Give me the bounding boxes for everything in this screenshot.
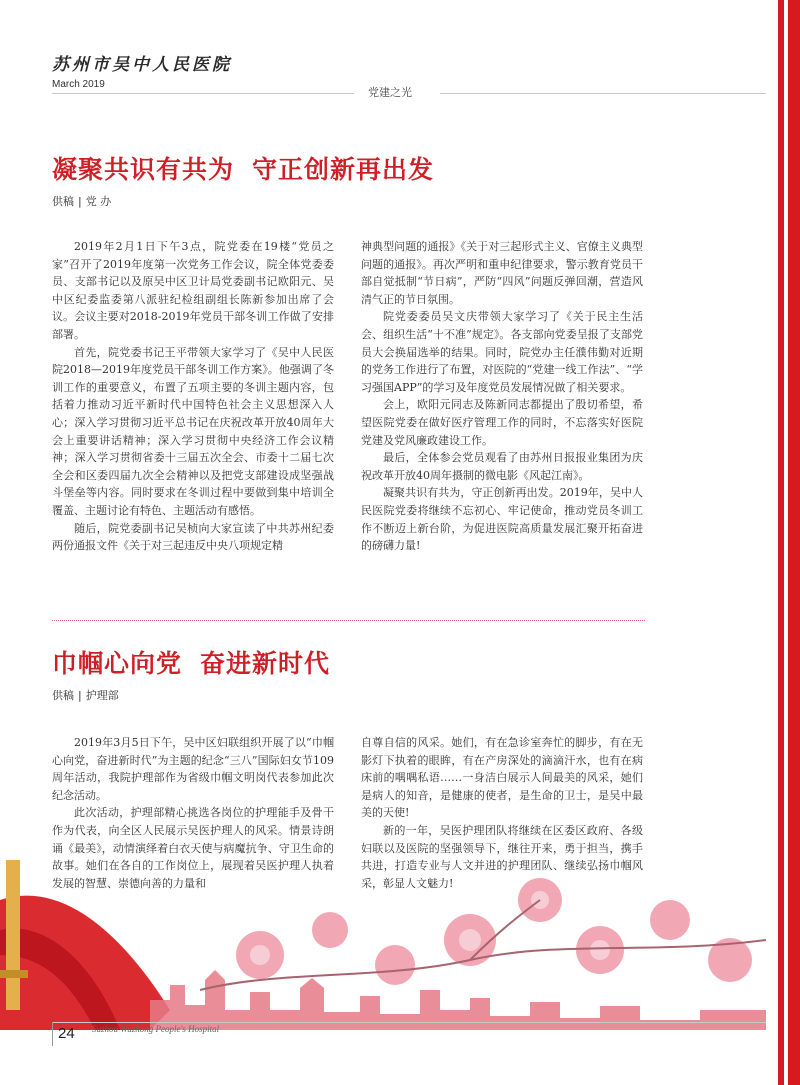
paragraph: 2019年2月1日下午3点，院党委在19楼“党员之家”召开了2019年度第一次党务工作会议，院全体党委委员、支部书记以及原吴中区卫计局党委副书记欧阳元、吴中区纪委监委第八派驻纪检组副组长陈新参加出席了会议。会议主要对2018-2019年党员干部冬训工作做了安排部署。 [52,240,334,341]
paragraph: 神典型问题的通报》《关于对三起形式主义、官僚主义典型问题的通报》。再次严明和重申纪律要求，警示教育党员干部自觉抵制“节日病”，严防“四风”问题反弹回潮，营造风清气正的节日氛围。 [361,240,643,306]
byline-label: 供稿 [52,689,74,702]
column-base [0,970,28,978]
article2-title-part-a: 巾帼心向党 [52,649,183,678]
article-divider [52,620,645,621]
blossom-flowers [236,878,752,985]
masthead-hospital-name: 苏州市吴中人民医院 [52,55,232,75]
article1-byline [52,193,111,209]
blossom-center [250,945,270,965]
footer-hospital-name: Suzhou Wuzhong People's Hospital [92,1024,220,1034]
paragraph: 随后，院党委副书记吴桢向大家宣读了中共苏州纪委两份通报文件《关于对三起违反中央八项规定精 [52,521,334,553]
blossom-flower [312,912,348,948]
blossom-center [590,940,610,960]
blossom-flower [650,900,690,940]
header-divider-right [440,93,766,94]
paragraph: 最后，全体参会党员观看了由苏州日报报业集团为庆祝改革开放40周年摄制的微电影《风起江南》。 [361,451,643,482]
article2-title [52,644,330,680]
paragraph: 此次活动，护理部精心挑选各岗位的护理能手及骨干作为代表，向全区人民展示吴医护理人的风采。情景诗朗诵《最美》，动情演绎着白衣天使与病魔抗争、守卫生命的故事。她们在各自的工作岗位上，展现着吴医护理人执着发展的智慧、崇德向善的力量和 [52,806,334,890]
byline-separator: | [78,195,82,208]
page-number: 24 [58,1025,75,1042]
article1-title-part-a: 凝聚共识有共为 [52,155,235,184]
paragraph: 新的一年，吴医护理团队将继续在区委区政府、各级妇联以及医院的坚强领导下，继往开来，勇于担当，携手共进，打造专业与人文并进的护理团队、继续弘扬巾帼风采，彰显人文魅力! [361,823,643,890]
byline-label: 供稿 [52,195,74,208]
paragraph: 会上，欧阳元同志及陈新同志都提出了殷切希望，希望医院党委在做好医疗管理工作的同时，不忘落实好医院党建及党风廉政建设工作。 [361,398,643,447]
byline-separator: | [78,689,82,702]
section-name: 党建之光 [368,86,412,99]
article1-column-left [52,238,334,555]
paragraph: 自尊自信的风采。她们，有在急诊室奔忙的脚步，有在无影灯下执着的眼眸，有在产房深处的滴滴汗水，也有在病床前的喁喁私语……一身洁白展示人间最美的风采，她们是病人的知音，是健康的使者，是生命的卫士，是吴中最美的天使! [361,736,643,820]
article2-title-part-b: 奋进新时代 [200,649,331,678]
article1-column-right [361,238,643,555]
paragraph: 首先，院党委书记王平带领大家学习了《吴中人民医院2018—2019年度党员干部冬训工作方案》。他强调了冬训工作的重要意义，布置了五项主要的冬训主题内容，包括着力推动习近平新时代中国特色社会主义思想深入人心；深入学习贯彻习近平总书记在庆祝改革开放40周年大会上重要讲话精神；深入学习贯彻中央经济工作会议精神；深入学习贯彻省委十三届五次全会、市委十二届七次全会和区委四届九次全会精神以及把党支部建设成坚强战斗堡垒等内容。同时要求在冬训过程中要做到集中培训全覆盖、主题讨论有特色、主题活动有感悟。 [52,345,334,517]
decorative-blossom-banner [0,860,800,1030]
paragraph: 凝聚共识有共为，守正创新再出发。2019年，吴中人民医院党委将继续不忘初心、牢记使命，推动党员冬训工作不断迈上新台阶，为促进医院高质量发展汇聚开拓奋进的磅礴力量! [361,486,643,553]
article2-byline [52,687,119,703]
footer-divider [52,1022,766,1023]
issue-date: March 2019 [52,79,105,90]
paragraph: 2019年3月5日下午，吴中区妇联组织开展了以“巾帼心向党，奋进新时代”为主题的纪念“三八”国际妇女节109周年活动，我院护理部作为省级巾帼文明岗代表参加此次纪念活动。 [52,736,334,802]
blossom-center [459,929,481,951]
city-silhouette [150,970,766,1030]
byline-source: 护理部 [85,689,119,702]
byline-source: 党 办 [85,195,112,208]
article1-title-part-b: 守正创新再出发 [252,155,435,184]
paragraph: 院党委委员吴文庆带领大家学习了《关于民主生活会、组织生活“十不准”规定》。各支部向党委呈报了支部党员大会换届选举的结果。同时，院党办主任濮伟勤对近期的党务工作进行了布置，对医院的“党建一线工作法”、“学习强国APP”的学习及年度党员发展情况做了相关要求。 [361,310,643,394]
header-divider [52,93,354,94]
blossom-flower [375,945,415,985]
column-shape [6,860,20,1010]
article1-title [52,150,434,186]
